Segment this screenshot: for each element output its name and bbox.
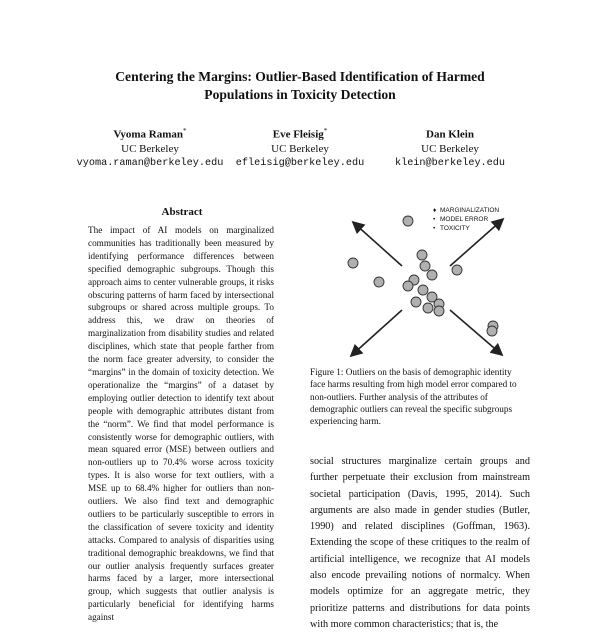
data-point [452,265,462,275]
author-name: Eve Fleisig* [272,127,328,141]
title-line-2: Populations in Toxicity Detection [204,87,396,102]
data-point [417,250,427,260]
arrow-down-left [352,310,402,355]
data-point [403,216,413,226]
figure-1 [336,200,512,364]
abstract-heading: Abstract [161,206,203,218]
data-points [348,216,498,336]
diamond-icon: ♦ [433,207,437,214]
legend-label: TOXICITY [440,225,470,232]
legend-label: MARGINALIZATION [440,207,500,214]
author-affiliation: UC Berkeley [271,143,329,156]
legend-label: MODEL ERROR [440,216,489,223]
author-email: klein@berkeley.edu [394,157,506,169]
data-point [434,306,444,316]
data-point [418,285,428,295]
figure-legend [433,207,499,232]
author-email: efleisig@berkeley.edu [235,157,365,169]
paper-title [60,68,540,104]
abstract-text: The impact of AI models on marginalized communities has traditionally been measured by identifying performance differences between specified demographic subgroups. Though this approach aims to center vulnerable groups, it risks obscuring patterns of harm faced by intersectional subgroups or shared across multiple groups. To address this, we draw on theories of marginalization from disability studies and related disciplines, which state that people farther from the norm face greater adversity, to consider the “margins” in the domain of toxicity detection. We operationalize the “margins” of a dataset by employing outlier detection to identify text about people with demographic attributes distant from the “norm”. We find that model performance is consistently worse for demographic outliers, with mean squared error (MSE) between outliers and non-outliers up to 70.4% worse across toxicity types. It is also worse for text outliers, with a MSE up to 68.4% higher for outliers than non-outliers. We also find text and demographic outliers to be particularly susceptible to errors in the classification of severe toxicity and identity attacks. Compared to analysis of disparities using traditional demographic breakdowns, we find that our outlier analysis frequently surfaces greater harms faced by a larger, more intersectional group, which suggests that outlier analysis is particularly beneficial for identifying harms against [88,225,274,623]
legend-item-marginalization [433,207,499,214]
author-affiliation: UC Berkeley [121,143,179,156]
legend-item-toxicity [433,225,471,232]
author-block-3 [360,124,540,171]
data-point [411,297,421,307]
author-name: Dan Klein [426,128,474,141]
data-point [487,326,497,336]
figure-caption: Figure 1: Outliers on the basis of demographic identity face harms resulting from high model error compared to non-outliers. Further analysis of the attributes of demographic outliers can reveal the specific subgroups experiencing harm. [310,367,517,427]
data-point [403,281,413,291]
data-point [420,261,430,271]
body-text-right-column: social structures marginalize certain groups and further perpetuate their exclusion from mainstream societal participation (Davis, 1995, 2014). Such arguments are also made in gender studies (Butler, 1990) and related disciplines (Goffman, 1963). Extending the scope of these critiques to the realm of artificial intelligence, we recognize that AI models also encode prevailing notions of normalcy. When models optimize for an aggregate metric, they prioritize patterns and distributions for data points with more common characteristics; that is, the [310,456,530,630]
title-line-1: Centering the Margins: Outlier-Based Identification of Harmed [115,69,485,84]
outlier-diagram [336,200,512,364]
dot-icon: • [433,225,436,232]
author-affiliation: UC Berkeley [421,143,479,156]
data-point [427,270,437,280]
author-name: Vyoma Raman* [113,127,187,141]
data-point [348,258,358,268]
data-point [374,277,384,287]
author-email: vyoma.raman@berkeley.edu [76,157,224,169]
data-point [423,303,433,313]
dot-icon: • [433,216,436,223]
legend-item-model-error [433,216,488,223]
arrow-up-left [354,223,402,266]
